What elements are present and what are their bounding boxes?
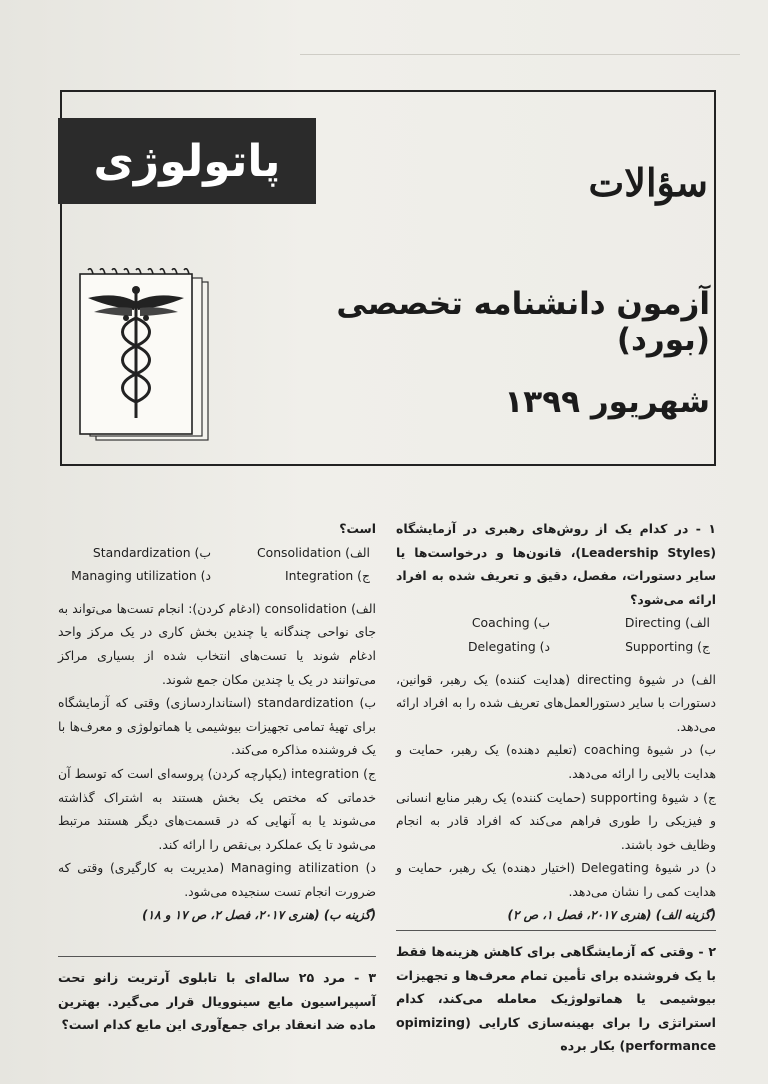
- question-separator: [58, 956, 376, 957]
- question-2-continuation: است؟: [339, 521, 376, 536]
- question-1-explanation-a: الف) در شیوهٔ directing (هدایت کننده) یک رهبر، قوانین، دستورات با سایر دستورالعمل‌های تعریف شده را به افراد ارائه می‌دهد.: [396, 671, 716, 734]
- question-1-option-a: الف) Directing: [624, 615, 710, 631]
- subject-title: پاتولوژی: [93, 135, 281, 187]
- question-1-explanation-c: ج) د شیوهٔ supporting (حمایت کننده) یک رهبر منابع انسانی و فیزیکی را طوری فراهم می‌کند که افراد قادر به انجام وظایف خود باشند.: [396, 789, 716, 852]
- question-1-option-c: ج) Supporting: [625, 638, 710, 654]
- question-2-text: ۲ - وقتی که آزمایشگاهی برای کاهش هزینه‌ها فقط با یک فروشنده برای تأمین تمام معرف‌ها و تجهیزات بیوشیمی یا هماتولوژیک معامله می‌کند، کدام استراتژی را برای بهینه‌سازی کارایی (opimizing performance) بکار برده: [396, 944, 716, 1053]
- question-2-answer: (گزینه ب) (هنری ۲۰۱۷، فصل ۲، ص ۱۷ و ۱۸): [142, 907, 376, 922]
- subject-title-banner: [58, 118, 316, 204]
- question-1-explanation-d: د) در شیوهٔ Delegating (اختیار دهنده) یک رهبر، حمایت و هدایت کمی را نشان می‌دهد.: [396, 860, 716, 899]
- exam-title: آزمون دانشنامه تخصصی (بورد): [336, 286, 710, 358]
- exam-date: شهریور ۱۳۹۹: [504, 384, 710, 420]
- question-2-explanation-c: ج) integration (یکپارچه کردن) پروسه‌ای است که توسط آن خدماتی که مختص یک بخش هستند به اشتراک گذاشته می‌شوند یا به آنهایی که در قسمت‌های دیگر هستند مرتبط می‌شود تا یک عملکرد بی‌نقص را ارائه کند.: [58, 765, 376, 852]
- question-2-explanation-b: ب) standardization (استانداردسازی) وقتی که آزمایشگاه برای تهیهٔ تمامی تجهیزات بیوشیمی یا هماتولوژی و معرف‌ها با یک فروشنده مذاکره می‌کند.: [58, 695, 377, 758]
- question-1-option-d: د) Delegating: [467, 638, 550, 654]
- question-2-option-a: الف) Consolidation: [256, 544, 370, 560]
- question-2-explanation-a: الف) consolidation (ادغام کردن): انجام تست‌ها می‌تواند به جای نواحی چندگانه یا چندین بخش کاری در یک مرکز واحد ادغام شوند یا تست‌های انتخاب شده از بسیاری مراکز می‌توانند در یک یا چندین مکان جمع شوند.: [58, 600, 376, 687]
- question-3-text: ۳ - مرد ۲۵ ساله‌ای با تابلوی آرتریت زانو تحت آسپیراسیون مایع سینوویال قرار می‌گیرد. بهترین ماده ضد انعقاد برای جمع‌آوری این مایع کدام است؟: [58, 970, 376, 1032]
- caduceus-notebook-icon: [74, 268, 214, 446]
- question-1-answer: (گزینه الف) (هنری ۲۰۱۷، فصل ۱، ص ۲): [507, 907, 716, 922]
- question-1-explanation-b: ب) در شیوهٔ coaching (تعلیم دهنده) یک رهبر، حمایت و هدایت بالایی را ارائه می‌دهد.: [396, 742, 716, 781]
- question-2-option-d: د) Managing utilization: [71, 568, 211, 584]
- question-2-continuation-block: [58, 517, 376, 927]
- question-2-option-b: ب) Standardization: [92, 544, 211, 560]
- question-2-explanation-d: د) Managing atilization (مدیریت به کارگیری) وقتی که ضرورت انجام تست سنجیده می‌شود.: [58, 860, 377, 899]
- section-label: سؤالات: [588, 160, 708, 205]
- question-separator: [396, 930, 716, 931]
- question-1-block: [396, 517, 716, 927]
- question-2-option-c: ج) Integration: [284, 568, 370, 584]
- question-1-options: [396, 611, 716, 658]
- running-header-line: [300, 30, 740, 55]
- question-1-text: ۱ - در کدام یک از روش‌های رهبری در آزمایشگاه (Leadership Styles)، قانون‌ها و درخواست‌ها یا سایر دستورات، مفصل، دقیق و تعریف شده به افراد ارائه می‌شود؟: [396, 521, 717, 607]
- question-2-options: [58, 541, 376, 588]
- question-1-option-b: ب) Coaching: [471, 615, 550, 631]
